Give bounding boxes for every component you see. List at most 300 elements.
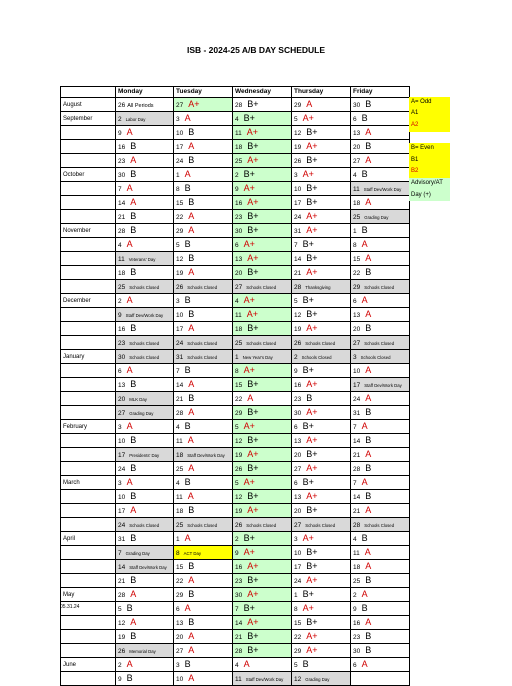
day-letter: B — [365, 267, 372, 278]
month-cell — [61, 308, 116, 322]
date-number: 20 — [235, 270, 243, 278]
date-number: 4 — [176, 480, 180, 488]
date-number: 29 — [176, 228, 184, 236]
day-letter: B+ — [243, 169, 255, 180]
day-cell-thursday — [292, 630, 351, 644]
day-cell-wednesday — [233, 546, 292, 560]
date-number: 16 — [235, 200, 243, 208]
day-cell-monday — [116, 308, 174, 322]
day-note: Grading Day — [129, 411, 154, 417]
day-cell-monday — [116, 378, 174, 392]
week-row — [61, 434, 410, 448]
day-cell-wednesday — [233, 252, 292, 266]
date-number: 6 — [353, 116, 357, 124]
date-number: 10 — [176, 676, 184, 684]
day-cell-monday — [116, 168, 174, 182]
month-cell — [61, 378, 116, 392]
day-letter: A+ — [243, 477, 255, 488]
day-cell-friday — [351, 490, 410, 504]
week-row — [61, 406, 410, 420]
legend-item: A= Odd — [409, 97, 450, 109]
day-letter: B+ — [247, 323, 259, 334]
day-letter: A — [126, 365, 133, 376]
week-row — [61, 196, 410, 210]
date-number: 5 — [294, 116, 298, 124]
day-cell-monday — [116, 602, 174, 616]
month-cell — [61, 154, 116, 168]
day-cell-monday — [116, 518, 174, 532]
day-letter: B+ — [306, 449, 318, 460]
day-cell-wednesday — [233, 406, 292, 420]
day-letter: B — [361, 603, 368, 614]
date-number: 4 — [353, 536, 357, 544]
date-number: 12 — [118, 620, 126, 628]
day-cell-thursday — [292, 224, 351, 238]
week-row — [61, 672, 410, 686]
day-letter: A+ — [306, 491, 318, 502]
day-cell-wednesday — [233, 574, 292, 588]
day-letter: A+ — [306, 631, 318, 642]
day-cell-thursday — [292, 490, 351, 504]
date-number: 6 — [294, 424, 298, 432]
day-cell-wednesday — [233, 378, 292, 392]
day-cell-tuesday — [174, 518, 233, 532]
day-cell-monday — [116, 112, 174, 126]
day-note: Memorial Day — [129, 649, 156, 655]
date-number: 24 — [118, 522, 126, 530]
day-letter: A+ — [306, 323, 318, 334]
date-number: 7 — [353, 424, 357, 432]
day-cell-friday — [351, 448, 410, 462]
day-cell-friday — [351, 630, 410, 644]
date-number: 26 — [294, 158, 302, 166]
day-letter: B — [130, 379, 137, 390]
month-cell — [61, 322, 116, 336]
day-letter: A — [126, 477, 133, 488]
day-letter: A — [184, 169, 191, 180]
week-row — [61, 224, 410, 238]
day-letter: A — [365, 127, 372, 138]
day-cell-friday — [351, 182, 410, 196]
month-cell: June — [61, 658, 116, 672]
date-number: 7 — [118, 550, 122, 558]
day-letter: A+ — [247, 561, 259, 572]
day-cell-tuesday — [174, 588, 233, 602]
day-cell-thursday — [292, 210, 351, 224]
day-letter: A+ — [306, 575, 318, 586]
date-number: 30 — [118, 354, 126, 362]
week-row — [61, 350, 410, 364]
day-cell-tuesday — [174, 392, 233, 406]
week-row — [61, 294, 410, 308]
day-cell-tuesday — [174, 672, 233, 686]
date-number: 5 — [118, 606, 122, 614]
day-cell-wednesday — [233, 98, 292, 112]
date-number: 27 — [235, 284, 243, 292]
month-cell — [61, 518, 116, 532]
date-number: 22 — [176, 578, 184, 586]
day-cell-thursday — [292, 420, 351, 434]
day-cell-tuesday — [174, 224, 233, 238]
date-number: 20 — [294, 452, 302, 460]
day-cell-wednesday — [233, 392, 292, 406]
footer-date: 05.31.24 — [60, 604, 80, 610]
day-note: Schools Closed — [364, 523, 395, 529]
day-letter: A — [365, 505, 372, 516]
day-cell-wednesday — [233, 420, 292, 434]
date-number: 8 — [353, 242, 357, 250]
date-number: 25 — [176, 466, 184, 474]
day-letter: A+ — [302, 113, 314, 124]
day-cell-tuesday — [174, 574, 233, 588]
day-cell-wednesday — [233, 322, 292, 336]
date-number: 27 — [353, 340, 361, 348]
day-letter: B — [302, 659, 309, 670]
day-cell-thursday — [292, 322, 351, 336]
date-number: 11 — [118, 256, 125, 264]
date-number: 29 — [294, 102, 302, 110]
date-number: 12 — [294, 676, 302, 684]
day-letter: B — [184, 295, 191, 306]
date-number: 4 — [118, 242, 122, 250]
day-cell-thursday — [292, 602, 351, 616]
month-cell — [61, 280, 116, 294]
day-cell-monday — [116, 658, 174, 672]
day-cell-thursday — [292, 658, 351, 672]
day-note: New Year's Day — [242, 355, 273, 361]
month-cell — [61, 252, 116, 266]
day-cell-tuesday — [174, 280, 233, 294]
month-cell — [61, 364, 116, 378]
month-cell: September — [61, 112, 116, 126]
date-number: 19 — [294, 326, 302, 334]
day-cell-tuesday — [174, 252, 233, 266]
legend-item: B1 — [409, 155, 450, 167]
day-cell-tuesday — [174, 602, 233, 616]
day-letter: A+ — [306, 407, 318, 418]
day-letter: B+ — [247, 141, 259, 152]
day-cell-monday — [116, 350, 174, 364]
day-cell-wednesday — [233, 462, 292, 476]
date-number: 1 — [235, 354, 239, 362]
day-cell-monday — [116, 252, 174, 266]
day-cell-tuesday — [174, 406, 233, 420]
day-note: All Periods — [127, 103, 154, 110]
day-letter: A — [126, 239, 133, 250]
date-number: 6 — [235, 242, 239, 250]
day-letter: B+ — [302, 239, 314, 250]
day-letter: B — [130, 267, 137, 278]
month-cell: February — [61, 420, 116, 434]
date-number: 2 — [235, 172, 239, 180]
week-row — [61, 518, 410, 532]
day-letter: B — [184, 477, 191, 488]
week-row — [61, 602, 410, 616]
date-number: 17 — [353, 382, 361, 390]
day-letter: B — [184, 239, 191, 250]
date-number: 9 — [118, 676, 122, 684]
date-number: 23 — [235, 214, 243, 222]
day-cell-wednesday — [233, 126, 292, 140]
day-cell-friday — [351, 616, 410, 630]
date-number: 31 — [294, 228, 302, 236]
day-letter: A+ — [302, 169, 314, 180]
day-cell-thursday — [292, 182, 351, 196]
day-letter: A — [365, 155, 372, 166]
day-letter: A — [243, 659, 250, 670]
date-number: 7 — [235, 606, 239, 614]
day-letter: B+ — [306, 309, 318, 320]
date-number: 16 — [118, 326, 126, 334]
day-cell-tuesday — [174, 140, 233, 154]
day-cell-tuesday — [174, 154, 233, 168]
month-cell — [61, 266, 116, 280]
date-number: 10 — [176, 130, 184, 138]
page-title: ISB - 2024-25 A/B DAY SCHEDULE — [186, 45, 326, 55]
day-letter: B — [126, 603, 133, 614]
day-letter: B — [361, 113, 368, 124]
day-cell-tuesday — [174, 98, 233, 112]
date-number: 30 — [118, 172, 126, 180]
day-cell-monday — [116, 98, 174, 112]
week-row — [61, 140, 410, 154]
day-cell-wednesday — [233, 644, 292, 658]
day-letter: A+ — [246, 309, 259, 320]
day-letter: B+ — [247, 99, 259, 110]
date-number: 10 — [118, 438, 126, 446]
day-cell-thursday — [292, 532, 351, 546]
day-cell-thursday — [292, 98, 351, 112]
date-number: 2 — [353, 592, 357, 600]
day-cell-thursday — [292, 126, 351, 140]
day-letter: B+ — [243, 533, 255, 544]
date-number: 23 — [235, 578, 243, 586]
day-letter: A — [361, 421, 368, 432]
day-letter: A — [126, 183, 133, 194]
day-letter: A+ — [246, 127, 259, 138]
date-number: 14 — [118, 200, 126, 208]
day-letter: B+ — [247, 435, 259, 446]
day-letter: B — [365, 491, 372, 502]
day-note: Schools Closed — [187, 523, 218, 529]
date-number: 29 — [235, 410, 243, 418]
date-number: 19 — [235, 508, 243, 516]
date-number: 13 — [294, 494, 302, 502]
date-number: 21 — [294, 270, 302, 278]
date-number: 21 — [176, 396, 184, 404]
day-letter: B — [365, 99, 372, 110]
day-cell-tuesday — [174, 504, 233, 518]
week-row — [61, 546, 410, 560]
day-letter: A+ — [243, 365, 255, 376]
day-cell-tuesday — [174, 210, 233, 224]
date-number: 27 — [353, 158, 361, 166]
day-cell-friday — [351, 420, 410, 434]
date-number: 26 — [176, 284, 184, 292]
date-number: 6 — [118, 368, 122, 376]
date-number: 14 — [176, 382, 184, 390]
day-note: Schools Closed — [305, 523, 336, 529]
day-cell-friday — [351, 532, 410, 546]
day-letter: B+ — [247, 463, 259, 474]
month-cell — [61, 616, 116, 630]
day-cell-friday — [351, 504, 410, 518]
date-number: 18 — [176, 508, 184, 516]
day-letter: A — [365, 365, 372, 376]
day-cell-wednesday — [233, 210, 292, 224]
date-number: 2 — [118, 298, 122, 306]
day-cell-wednesday — [233, 168, 292, 182]
day-cell-wednesday — [233, 672, 292, 686]
month-cell — [61, 672, 116, 686]
week-row — [61, 644, 410, 658]
day-cell-thursday — [292, 644, 351, 658]
day-note: Schools Closed — [129, 285, 160, 291]
day-cell-thursday — [292, 448, 351, 462]
date-number: 14 — [235, 620, 243, 628]
week-row — [61, 504, 410, 518]
week-row — [61, 448, 410, 462]
day-note: Schools Closed — [187, 355, 218, 361]
day-cell-wednesday — [233, 490, 292, 504]
day-cell-friday — [351, 350, 410, 364]
day-letter: A+ — [302, 603, 314, 614]
day-letter: A+ — [306, 225, 318, 236]
date-number: 13 — [176, 620, 184, 628]
month-cell: March — [61, 476, 116, 490]
day-letter: A+ — [247, 253, 259, 264]
date-number: 5 — [235, 424, 239, 432]
week-row — [61, 266, 410, 280]
date-number: 20 — [353, 144, 361, 152]
day-letter: B — [188, 505, 195, 516]
day-cell-thursday — [292, 616, 351, 630]
day-cell-wednesday — [233, 504, 292, 518]
date-number: 15 — [176, 200, 184, 208]
day-cell-thursday — [292, 364, 351, 378]
day-cell-wednesday — [233, 196, 292, 210]
day-letter: A+ — [306, 463, 318, 474]
day-letter: B — [361, 533, 368, 544]
day-letter: A — [365, 617, 372, 628]
week-row — [61, 616, 410, 630]
date-number: 18 — [353, 200, 361, 208]
date-number: 23 — [118, 158, 126, 166]
week-row — [61, 168, 410, 182]
date-number: 15 — [294, 620, 302, 628]
day-letter: B+ — [302, 421, 314, 432]
day-letter: B+ — [306, 617, 318, 628]
month-cell — [61, 504, 116, 518]
day-cell-monday — [116, 574, 174, 588]
month-cell — [61, 560, 116, 574]
date-number: 19 — [176, 270, 184, 278]
date-number: 18 — [176, 452, 184, 460]
day-letter: A+ — [243, 239, 255, 250]
day-letter: B+ — [302, 365, 314, 376]
date-number: 14 — [353, 438, 361, 446]
day-cell-thursday — [292, 672, 351, 686]
day-cell-tuesday — [174, 560, 233, 574]
month-cell — [61, 392, 116, 406]
day-cell-friday — [351, 98, 410, 112]
month-cell: May — [61, 588, 116, 602]
date-number: 4 — [353, 172, 357, 180]
month-cell — [61, 490, 116, 504]
day-note: Schools Closed — [364, 285, 395, 291]
day-cell-friday — [351, 462, 410, 476]
day-cell-thursday — [292, 392, 351, 406]
day-cell-tuesday — [174, 490, 233, 504]
date-number: 24 — [176, 340, 184, 348]
date-number: 25 — [353, 578, 361, 586]
day-note: Schools Closed — [129, 355, 160, 361]
day-cell-wednesday — [233, 280, 292, 294]
day-letter: B+ — [247, 379, 259, 390]
day-letter: B+ — [306, 155, 318, 166]
day-letter: A — [188, 575, 195, 586]
date-number: 10 — [353, 368, 361, 376]
week-row — [61, 490, 410, 504]
week-row — [61, 364, 410, 378]
day-letter: A — [361, 477, 368, 488]
day-cell-wednesday — [233, 224, 292, 238]
day-note: Staff Dev/Work Day — [187, 453, 225, 459]
month-cell — [61, 406, 116, 420]
day-cell-wednesday — [233, 154, 292, 168]
date-number: 5 — [235, 480, 239, 488]
day-note: ACT Day — [183, 551, 201, 557]
day-letter: B — [188, 253, 195, 264]
date-number: 17 — [176, 326, 184, 334]
day-letter: B — [365, 435, 372, 446]
date-number: 3 — [176, 298, 180, 306]
week-row — [61, 322, 410, 336]
day-letter: B — [126, 673, 133, 684]
week-row — [61, 658, 410, 672]
day-cell-monday — [116, 588, 174, 602]
date-number: 30 — [235, 592, 243, 600]
date-number: 9 — [294, 368, 298, 376]
month-cell — [61, 644, 116, 658]
day-cell-wednesday — [233, 630, 292, 644]
day-cell-monday — [116, 392, 174, 406]
week-row — [61, 630, 410, 644]
day-cell-thursday — [292, 504, 351, 518]
day-note: Grading Day — [125, 551, 150, 557]
date-number: 18 — [118, 270, 126, 278]
day-note: Schools Closed — [187, 341, 218, 347]
date-number: 17 — [118, 508, 126, 516]
date-number: 12 — [294, 312, 302, 320]
date-number: 19 — [294, 144, 302, 152]
month-cell — [61, 574, 116, 588]
day-note: Labor Day — [125, 117, 146, 123]
day-letter: B — [130, 225, 137, 236]
day-letter: A+ — [306, 211, 318, 222]
day-letter: B — [188, 127, 195, 138]
date-number: 11 — [353, 550, 360, 558]
day-letter: A — [188, 463, 195, 474]
date-number: 3 — [294, 536, 298, 544]
week-row — [61, 98, 410, 112]
day-cell-thursday — [292, 266, 351, 280]
day-cell-wednesday — [233, 616, 292, 630]
day-letter: A+ — [243, 421, 255, 432]
day-cell-monday — [116, 126, 174, 140]
day-letter: B — [306, 393, 313, 404]
day-cell-friday — [351, 364, 410, 378]
